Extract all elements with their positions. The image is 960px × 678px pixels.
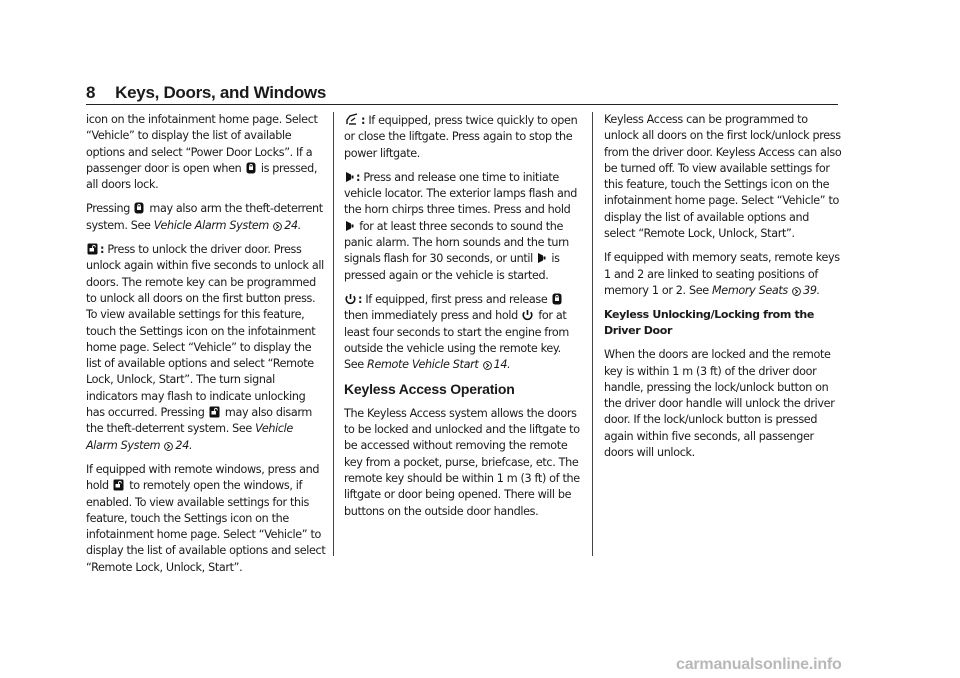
page-reference[interactable]: 24. xyxy=(175,438,193,452)
remote-start-icon xyxy=(345,293,356,305)
paragraph: : Press and release one time to initiate vehicle locator. The exterior lamps flash and the horn chirps three times. Press and hold for at least three seconds to sound the panic alarm. The horn sounds and the turn signals flash for 30 seconds, or until is pressed again or the vehicle is started. xyxy=(344,170,577,282)
column-2 xyxy=(344,112,582,528)
page-reference-arrow-icon xyxy=(164,442,173,451)
unlock-icon xyxy=(209,406,220,418)
panic-horn-icon xyxy=(345,220,354,232)
paragraph: The Keyless Access system allows the doors to be locked and unlocked and the liftgate to be accessed without removing the remote key from a pocket, purse, briefcase, etc. The remote key should be within 1 m (3 ft) of the liftgate or door being opened. There will be buttons on the outside door handles. xyxy=(344,406,580,518)
paragraph: icon on the infotainment home page. Select “Vehicle” to display the list of available options and select “Power Door Locks”. If a passenger door is open when is pressed, all doors lock. xyxy=(86,113,318,192)
column-1 xyxy=(86,112,326,584)
subsection-title: Keyless Unlocking/Locking from the Driver Door xyxy=(604,308,814,338)
page-header xyxy=(86,83,326,103)
remote-start-icon xyxy=(522,309,533,321)
lock-icon xyxy=(134,202,144,214)
page-reference-arrow-icon xyxy=(792,287,801,296)
paragraph: If equipped with memory seats, remote keys 1 and 2 are linked to seating positions of memory 1 or 2. See Memory Seats 39. xyxy=(604,251,840,297)
column-3 xyxy=(604,112,842,469)
column-divider xyxy=(592,112,593,556)
lock-icon xyxy=(246,162,256,174)
paragraph: : If equipped, first press and release then immediately press and hold for at least four seconds to start the engine from outside the vehicle using the remote key. See Remote Vehicle Start 14. xyxy=(344,292,569,372)
paragraph: If equipped with remote windows, press and hold to remotely open the windows, if enabled. To view available settings for this feature, touch the Settings icon on the infotainment home page. Select “Vehicle” to display the list of available options and select “Remote Lock, Unlock, Start”. xyxy=(86,462,326,574)
unlock-icon xyxy=(113,479,124,491)
chapter-title: Keys, Doors, and Windows xyxy=(115,83,327,102)
paragraph: : If equipped, press twice quickly to open or close the liftgate. Press again to stop the power liftgate. xyxy=(344,114,578,160)
paragraph: When the doors are locked and the remote key is within 1 m (3 ft) of the driver door handle, pressing the lock/unlock button on the driver door handle will unlock the driver door. If the lock/unlock button is pressed again within five seconds, all passenger doors will unlock. xyxy=(604,348,835,460)
lock-icon xyxy=(552,293,562,305)
panic-horn-icon xyxy=(345,171,354,183)
page-reference-arrow-icon xyxy=(273,222,282,231)
page-number: 8 xyxy=(86,83,96,102)
cross-reference[interactable]: Vehicle Alarm System xyxy=(153,218,269,232)
page-reference[interactable]: 24. xyxy=(284,218,301,232)
liftgate-icon xyxy=(345,112,359,126)
cross-reference[interactable]: Memory Seats xyxy=(712,283,788,297)
section-title: Keyless Access Operation xyxy=(344,381,515,398)
cross-reference[interactable]: Vehicle Alarm System xyxy=(86,422,293,452)
paragraph: : Press to unlock the driver door. Press unlock again within five seconds to unlock all doors. The remote key can be programmed to unlock all doors on the first button press. To view available settings for this feature, touch the Settings icon on the infotainment home page. Select “Vehicle” to display the list of available options and select “Remote Lock, Unlock, Start”. The turn signal indicators may flash to indicate unlocking has occurred. Pressing may also disarm the theft-deterrent system. See Vehicle Alarm System 24. xyxy=(86,243,324,452)
cross-reference[interactable]: Remote Vehicle Start xyxy=(367,358,479,372)
paragraph: Pressing may also arm the theft-deterrent system. See Vehicle Alarm System 24. xyxy=(86,202,323,232)
column-divider xyxy=(333,112,334,556)
unlock-icon xyxy=(87,243,98,255)
panic-horn-icon xyxy=(537,252,546,264)
page-reference[interactable]: 39. xyxy=(803,283,820,297)
watermark: carmanualsonline.info xyxy=(676,656,842,673)
page-reference[interactable]: 14. xyxy=(493,358,511,372)
header-rule xyxy=(86,104,838,105)
paragraph: Keyless Access can be programmed to unlock all doors on the first lock/unlock press from the driver door. Keyless Access can also be turned off. To view available settings for this feature, touch the Settings icon on the infotainment home page. Select “Vehicle” to display the list of available options and select “Remote Lock, Unlock, Start”. xyxy=(604,113,842,241)
page-reference-arrow-icon xyxy=(483,361,492,370)
